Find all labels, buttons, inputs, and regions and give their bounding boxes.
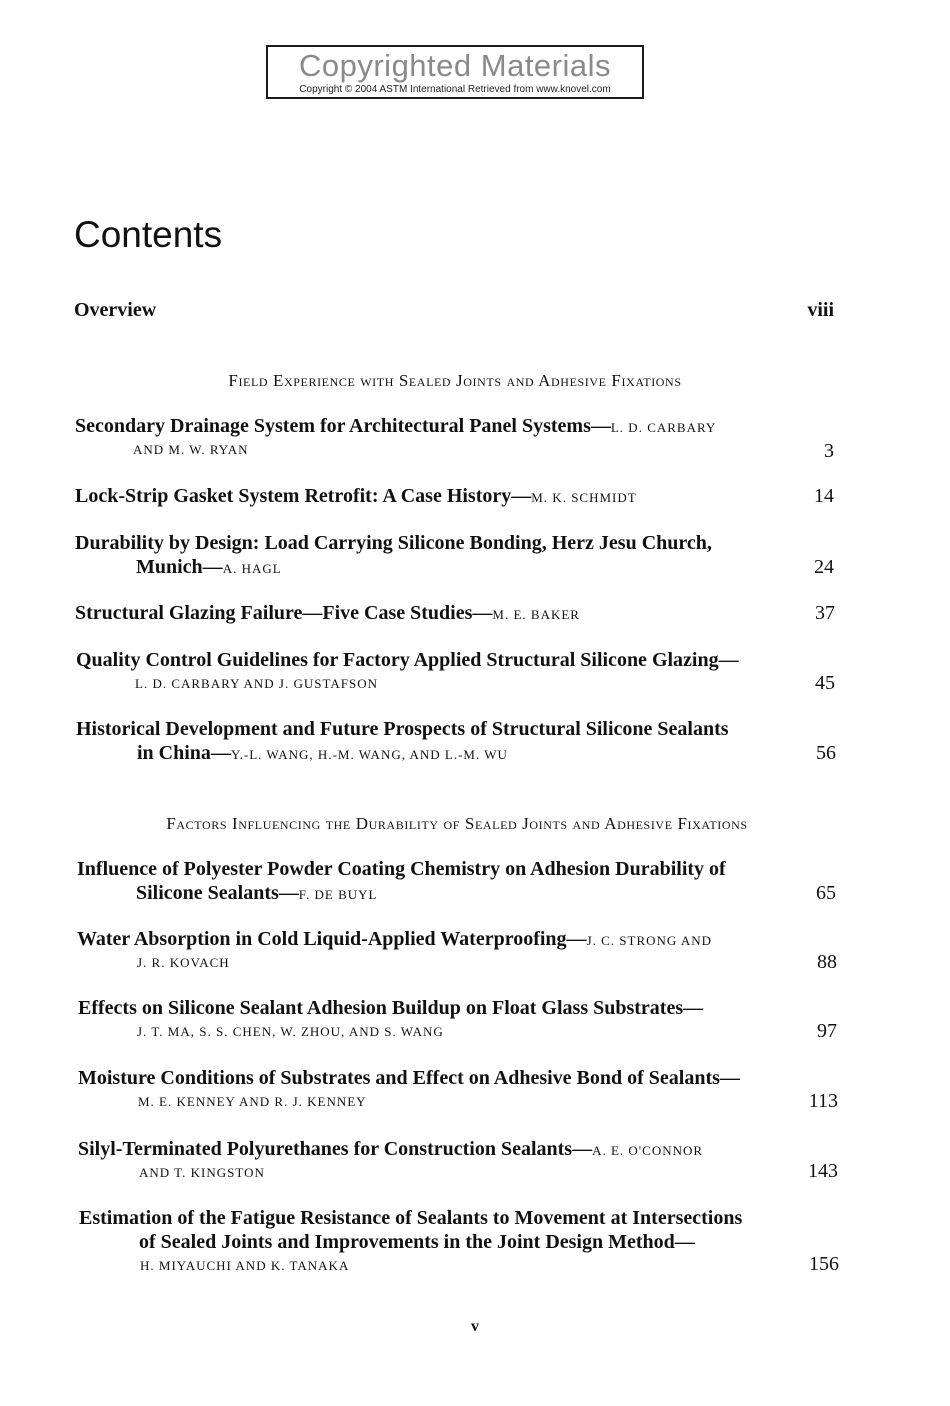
toc-entry-page: viii	[807, 299, 834, 321]
toc-entry-page: 97	[817, 1020, 837, 1042]
toc-entry-title: Lock-Strip Gasket System Retrofit: A Case History—	[75, 485, 532, 507]
toc-entry-page: 45	[815, 672, 835, 694]
toc-entry-author: Y.-L. WANG, H.-M. WANG, AND L.-M. WU	[230, 747, 508, 762]
toc-entry-page: 113	[808, 1090, 838, 1112]
toc-entry-title: Effects on Silicone Sealant Adhesion Buildup on Float Glass Substrates—	[78, 997, 704, 1019]
section-heading: Factors Influencing the Durability of Sealed Joints and Adhesive Fixations	[166, 814, 748, 833]
toc-entry-title: Secondary Drainage System for Architectural Panel Systems—	[75, 415, 611, 437]
toc-entry-author: AND M. W. RYAN	[133, 442, 249, 457]
toc-entry-page: 14	[814, 485, 834, 507]
section-heading: Field Experience with Sealed Joints and Adhesive Fixations	[228, 371, 682, 390]
toc-entry-title: of Sealed Joints and Improvements in the Joint Design Method—	[139, 1231, 695, 1253]
toc-entry-title: Estimation of the Fatigue Resistance of Sealants to Movement at Intersections	[79, 1207, 743, 1229]
toc-entry-title: Silyl-Terminated Polyurethanes for Construction Sealants—	[78, 1138, 593, 1160]
toc-entry-title: Quality Control Guidelines for Factory Applied Structural Silicone Glazing—	[76, 649, 739, 671]
toc-entry-author: A. HAGL	[222, 561, 282, 576]
toc-entry-author: M. K. SCHMIDT	[531, 490, 637, 505]
toc-entry-title: Overview	[74, 299, 157, 321]
toc-entry-title: Water Absorption in Cold Liquid-Applied Waterproofing—	[77, 928, 587, 950]
toc-entry-author: J. R. KOVACH	[137, 955, 230, 970]
toc-entry-page: 56	[816, 742, 836, 764]
toc-entry-page: 24	[814, 556, 834, 578]
stamp-subtitle: Copyright © 2004 ASTM International Retrieved from www.knovel.com	[299, 84, 611, 95]
toc-entry-author: L. D. CARBARY	[610, 420, 717, 435]
toc-entry-title: Munich—	[136, 556, 223, 578]
toc-entry-title: Durability by Design: Load Carrying Silicone Bonding, Herz Jesu Church,	[75, 532, 712, 554]
toc-entry-title: Influence of Polyester Powder Coating Chemistry on Adhesion Durability of	[77, 858, 726, 880]
toc-entry-page: 37	[815, 602, 835, 624]
toc-entry-author: M. E. BAKER	[492, 607, 580, 622]
toc-entry-author: L. D. CARBARY AND J. GUSTAFSON	[135, 676, 379, 691]
toc-entry-title: Silicone Sealants—	[136, 882, 299, 904]
copyright-stamp	[266, 45, 644, 99]
toc-entry-page: 3	[824, 440, 834, 462]
toc-entry-author: J. T. MA, S. S. CHEN, W. ZHOU, AND S. WANG	[137, 1024, 444, 1039]
page-number: v	[471, 1318, 479, 1335]
toc-entry-author: H. MIYAUCHI AND K. TANAKA	[140, 1258, 350, 1273]
toc-entry-title: Structural Glazing Failure—Five Case Studies—	[75, 602, 493, 624]
stamp-title: Copyrighted Materials	[298, 48, 612, 83]
page-title: Contents	[74, 214, 223, 255]
toc-entry-title: Historical Development and Future Prospects of Structural Silicone Sealants	[76, 718, 729, 740]
toc-entry-title: Moisture Conditions of Substrates and Effect on Adhesive Bond of Sealants—	[78, 1067, 740, 1089]
toc-entry-author: F. DE BUYL	[298, 887, 378, 902]
toc-entry-page: 65	[816, 882, 836, 904]
toc-entry-page: 88	[817, 951, 837, 973]
toc-entry-author: J. C. STRONG AND	[586, 933, 712, 948]
toc-entry-title: in China—	[137, 742, 231, 764]
toc-entry-author: AND T. KINGSTON	[139, 1165, 265, 1180]
toc-entry-author: A. E. O'CONNOR	[592, 1143, 704, 1158]
toc-entry-page: 143	[808, 1160, 838, 1182]
toc-entry-page: 156	[809, 1253, 839, 1275]
toc-entry-author: M. E. KENNEY AND R. J. KENNEY	[138, 1094, 367, 1109]
